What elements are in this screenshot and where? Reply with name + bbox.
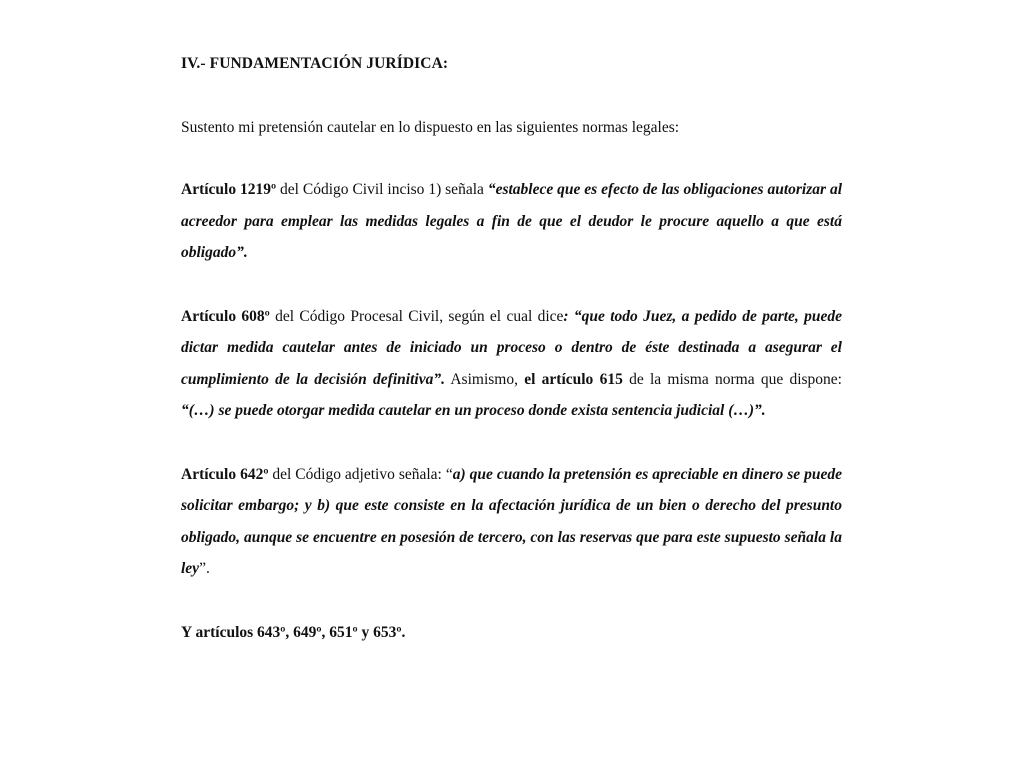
intro-paragraph: Sustento mi pretensión cautelar en lo dispuesto en las siguientes normas legales:	[181, 119, 680, 136]
article-615-quote: “(…) se puede otorgar medida cautelar en un proceso donde exista sentencia judicial (…)”.	[181, 402, 766, 419]
article-642-quote: a) que cuando la pretensión es apreciable en dinero se puede solicitar embargo; y b) que este consiste en la afectación jurídica de un bien o derecho del presunto obligado, aunque se encuentre en posesión de tercero, con las reservas que para este supuesto señala la ley	[181, 465, 842, 577]
document-page	[181, 48, 842, 648]
section-heading: IV.- FUNDAMENTACIÓN JURÍDICA:	[181, 55, 449, 72]
article-608-quote: : “que todo Juez, a pedido de parte, puede dictar medida cautelar antes de iniciado un proceso o dentro de éste destinada a asegurar el cumplimiento de la decisión definitiva”.	[181, 307, 842, 388]
paragraph-article-608	[181, 301, 842, 427]
paragraph-article-642	[181, 459, 842, 585]
article-1219-text: del Código Civil inciso 1) señala	[276, 181, 488, 198]
article-615-text: de la misma norma que dispone:	[622, 370, 842, 388]
article-608-text: del Código Procesal Civil, según el cual dice	[269, 307, 564, 325]
article-642-close: ”.	[199, 560, 210, 577]
article-1219-quote: “establece que es efecto de las obligaciones autorizar al acreedor para emplear las medidas legales a fin de que el deudor le procure aquello a que está obligado”.	[181, 181, 842, 261]
article-615-ref: el artículo 615	[524, 370, 623, 388]
article-1219-ref: Artículo 1219º	[181, 181, 277, 198]
article-642-text: del Código adjetivo señala: “	[268, 465, 453, 483]
article-642-ref: Artículo 642º	[181, 465, 269, 483]
closing-line: Y artículos 643º, 649º, 651º y 653º.	[181, 623, 406, 641]
article-608-connector: Asimismo,	[444, 370, 525, 388]
paragraph-article-1219	[181, 174, 842, 269]
article-608-ref: Artículo 608º	[181, 307, 270, 325]
